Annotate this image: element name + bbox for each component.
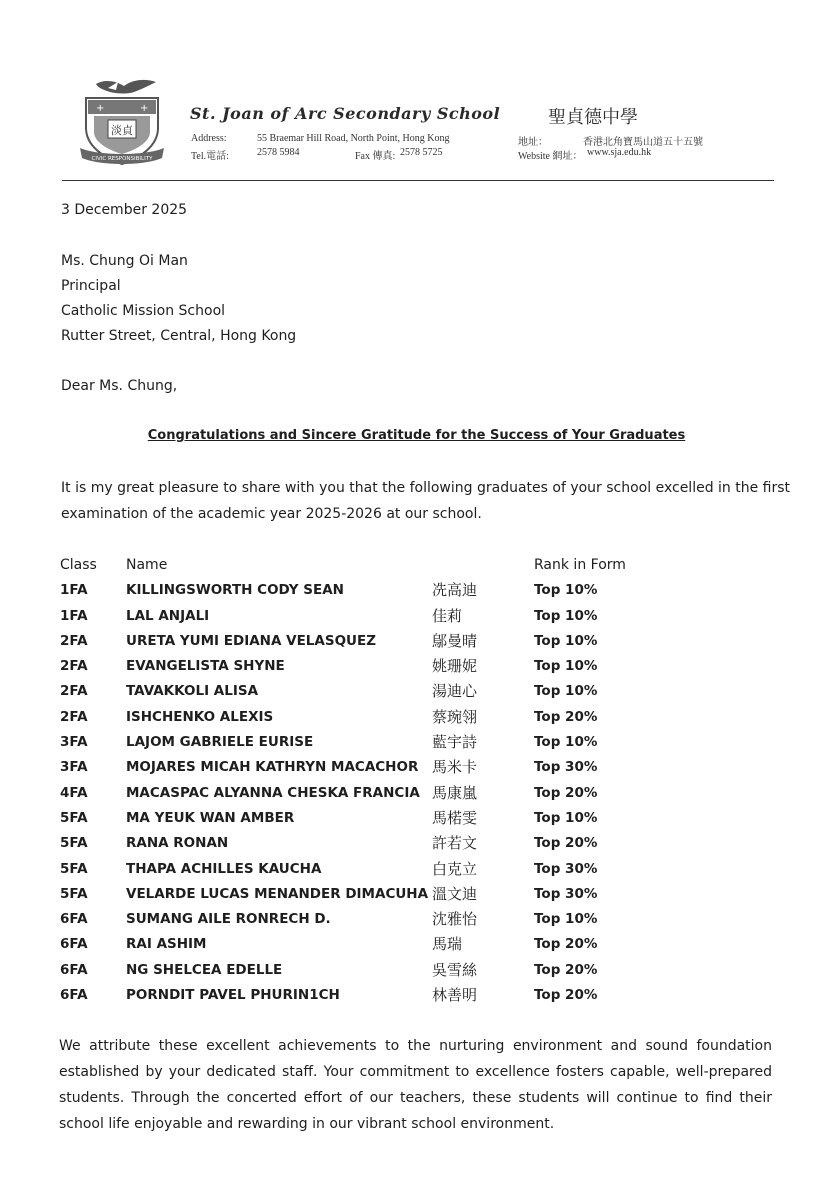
row-name: EVANGELISTA SHYNE (126, 658, 285, 675)
table-row (60, 679, 760, 704)
row-name-zh: 沈雅怡 (432, 910, 478, 929)
row-rank: Top 20% (534, 987, 598, 1004)
row-class: 2FA (60, 658, 88, 675)
row-name-zh: 湯迪心 (432, 682, 478, 701)
row-rank: Top 20% (534, 835, 598, 852)
row-name: VELARDE LUCAS MENANDER DIMACUHA (126, 885, 429, 902)
row-name-zh: 藍宇詩 (432, 733, 478, 752)
row-name: LAJOM GABRIELE EURISE (126, 734, 314, 751)
recipient-school: Catholic Mission School (61, 303, 226, 319)
letter-subject: Congratulations and Sincere Gratitude for the Success of Your Graduates (147, 428, 686, 443)
row-rank: Top 30% (534, 885, 598, 902)
table-row (60, 755, 760, 780)
svg-text:+: + (140, 103, 149, 114)
row-class: 5FA (60, 885, 88, 902)
crest-motto: CIVIC RESPONSIBILITY (91, 156, 153, 162)
row-name: KILLINGSWORTH CODY SEAN (126, 582, 344, 599)
fax-label: Fax 傳真: (355, 151, 396, 162)
table-row (60, 781, 760, 806)
row-class: 6FA (60, 936, 88, 953)
table-row (60, 958, 760, 983)
row-name: MACASPAC ALYANNA CHESKA FRANCIA (126, 784, 420, 801)
table-row (60, 932, 760, 957)
row-name: MA YEUK WAN AMBER (126, 809, 295, 826)
header-name: Name (126, 557, 168, 573)
row-name-zh: 吳雪絲 (432, 960, 478, 979)
row-class: 3FA (60, 734, 88, 751)
fax-value: 2578 5725 (400, 147, 443, 158)
row-name: ISHCHENKO ALEXIS (126, 708, 274, 725)
header-class: Class (60, 557, 97, 573)
graduates-table (60, 553, 760, 1008)
row-name: MOJARES MICAH KATHRYN MACACHOR (126, 759, 419, 776)
table-body (60, 578, 760, 1008)
row-class: 2FA (60, 683, 88, 700)
letter-date: 3 December 2025 (61, 202, 188, 218)
row-name-zh: 姚珊妮 (432, 657, 478, 676)
recipient-title: Principal (61, 278, 121, 294)
row-rank: Top 10% (534, 632, 598, 649)
table-row (60, 857, 760, 882)
row-name: RAI ASHIM (126, 936, 207, 953)
row-name-zh: 冼高迪 (432, 581, 478, 600)
row-rank: Top 30% (534, 759, 598, 776)
row-class: 5FA (60, 809, 88, 826)
header-divider (62, 180, 774, 181)
row-class: 2FA (60, 632, 88, 649)
table-row (60, 629, 760, 654)
letterhead (0, 0, 833, 190)
table-row (60, 907, 760, 932)
row-rank: Top 10% (534, 683, 598, 700)
row-rank: Top 10% (534, 582, 598, 599)
row-name: URETA YUMI EDIANA VELASQUEZ (126, 632, 377, 649)
table-row (60, 654, 760, 679)
row-name-zh: 溫文迪 (432, 884, 478, 903)
row-rank: Top 20% (534, 936, 598, 953)
row-class: 5FA (60, 835, 88, 852)
website-value: www.sja.edu.hk (587, 147, 652, 158)
row-name: RANA RONAN (126, 835, 229, 852)
row-rank: Top 20% (534, 961, 598, 978)
row-name: PORNDIT PAVEL PHURIN1CH (126, 987, 340, 1004)
row-rank: Top 10% (534, 607, 598, 624)
intro-line-1: It is my great pleasure to share with you that the following graduates of your school excelled in the first (61, 480, 791, 496)
row-rank: Top 20% (534, 708, 598, 725)
table-row (60, 806, 760, 831)
tel-label: Tel.電話: (191, 151, 229, 162)
row-class: 6FA (60, 987, 88, 1004)
table-header-row (60, 553, 760, 578)
row-class: 6FA (60, 911, 88, 928)
tel-value: 2578 5984 (257, 147, 300, 158)
svg-text:+: + (96, 103, 105, 114)
school-name-en: St. Joan of Arc Secondary School (190, 104, 501, 123)
row-name-zh: 馬瑞 (432, 935, 463, 954)
header-rank: Rank in Form (534, 557, 626, 573)
row-class: 4FA (60, 784, 88, 801)
row-class: 1FA (60, 607, 88, 624)
row-rank: Top 30% (534, 860, 598, 877)
row-name-zh: 許若文 (432, 834, 478, 853)
salutation: Dear Ms. Chung, (61, 378, 178, 394)
row-name: TAVAKKOLI ALISA (126, 683, 259, 700)
table-row (60, 831, 760, 856)
address-zh-value: 香港北角寶馬山道五十五號 (583, 137, 703, 148)
table-row (60, 578, 760, 603)
row-name-zh: 蔡琬翎 (432, 707, 478, 726)
row-rank: Top 10% (534, 734, 598, 751)
svg-text:淡貞: 淡貞 (111, 124, 133, 137)
website-label: Website 網址： (518, 151, 583, 162)
row-class: 2FA (60, 708, 88, 725)
recipient-address: Rutter Street, Central, Hong Kong (61, 328, 297, 344)
row-class: 6FA (60, 961, 88, 978)
row-name: LAL ANJALI (126, 607, 210, 624)
table-row (60, 983, 760, 1008)
row-class: 1FA (60, 582, 88, 599)
row-name: THAPA ACHILLES KAUCHA (126, 860, 322, 877)
row-rank: Top 20% (534, 784, 598, 801)
address-label: Address: (191, 133, 227, 144)
row-name-zh: 佳莉 (432, 606, 463, 625)
school-name-zh: 聖貞德中學 (548, 107, 638, 128)
table-row (60, 730, 760, 755)
intro-line-2: examination of the academic year 2025-2026 at our school. (61, 506, 482, 522)
row-name-zh: 林善明 (432, 986, 478, 1005)
address-zh-label: 地址： (518, 137, 548, 148)
address-value: 55 Braemar Hill Road, North Point, Hong Kong (257, 133, 450, 144)
row-class: 3FA (60, 759, 88, 776)
row-name-zh: 白克立 (432, 859, 478, 878)
row-rank: Top 10% (534, 809, 598, 826)
recipient-name: Ms. Chung Oi Man (61, 253, 188, 269)
row-rank: Top 10% (534, 658, 598, 675)
row-class: 5FA (60, 860, 88, 877)
table-row (60, 604, 760, 629)
row-name-zh: 鄔曼晴 (432, 631, 478, 650)
row-name: NG SHELCEA EDELLE (126, 961, 283, 978)
closing-paragraph: We attribute these excellent achievements to the nurturing environment and sound foundation established by your dedicated staff. Your commitment to excellence fosters capable, well-prepared students. Through the concerted effort of our teachers, these students will continue to find their school life enjoyable and rewarding in our vibrant school environment. (59, 1038, 772, 1132)
table-row (60, 705, 760, 730)
row-name-zh: 馬楉雯 (432, 808, 478, 827)
row-name: SUMANG AILE RONRECH D. (126, 911, 331, 928)
row-name-zh: 馬康嵐 (432, 783, 478, 802)
table-row (60, 882, 760, 907)
row-name-zh: 馬米卡 (432, 758, 478, 777)
row-rank: Top 10% (534, 911, 598, 928)
school-crest-icon (78, 76, 166, 168)
